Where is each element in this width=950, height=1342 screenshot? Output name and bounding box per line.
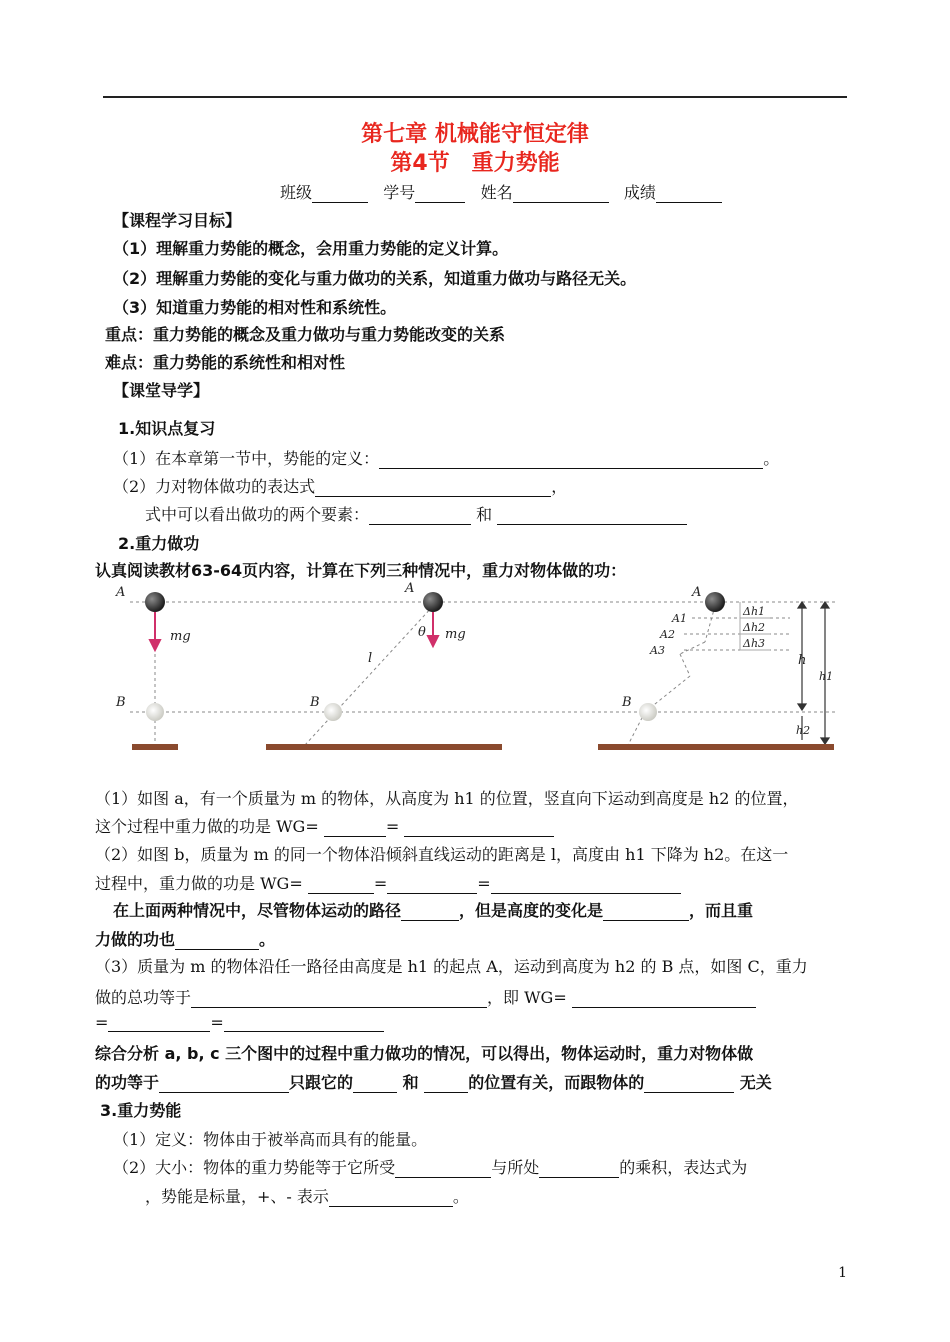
label-A1: A1 [672, 612, 687, 625]
review-q1-end: 。 [763, 449, 780, 468]
student-info-row [280, 180, 722, 203]
summary-work-blank[interactable] [175, 933, 259, 950]
gravity-work-figure [100, 580, 840, 760]
work-factor-1-blank[interactable] [369, 508, 471, 525]
class-label: 班级 [280, 183, 313, 202]
summary-1-a: 在上面两种情况中，尽管物体运动的路径 [113, 901, 402, 920]
case-a-eq: = [385, 817, 400, 836]
case-b-line1: （2）如图 b，质量为 m 的同一个物体沿倾斜直线运动的距离是 l，高度由 h1 下降为 h2。在这一 [95, 845, 789, 864]
label-A-b: A [405, 581, 415, 596]
label-l: l [368, 651, 373, 666]
summary-1-d: 力做的功也 [95, 930, 176, 949]
label-B-b: B [310, 695, 320, 710]
case-b-blank-2[interactable] [387, 877, 477, 894]
difficulty: 难点：重力势能的系统性和相对性 [105, 353, 346, 372]
label-dh2: Δh2 [743, 621, 766, 634]
case-c-line3 [95, 1013, 384, 1032]
case-c-total-work-blank[interactable] [191, 991, 487, 1008]
case-c-line2 [95, 985, 756, 1008]
review-q2-end: ， [551, 477, 568, 496]
guide-heading: 【课堂导学】 [113, 381, 210, 400]
class-blank[interactable] [312, 186, 368, 203]
section-title: 第4节 重力势能 [390, 151, 560, 176]
page-number: 1 [838, 1265, 847, 1281]
case-c-eq-1: = [95, 1013, 109, 1032]
id-blank[interactable] [415, 186, 465, 203]
summary-1-c: ，而且重 [689, 901, 754, 920]
work-factor-2-blank[interactable] [497, 508, 687, 525]
case-a-line2 [95, 814, 554, 837]
case-b-eq-2: = [477, 874, 491, 893]
ball-b-top [423, 592, 443, 612]
label-mg-a: mg [170, 629, 191, 644]
case-b-blank-1[interactable] [308, 877, 374, 894]
objective-2: （2）理解重力势能的变化与重力做功的关系，知道重力做功与路径无关。 [113, 269, 637, 288]
review-q3-and: 和 [476, 505, 493, 524]
name-label: 姓名 [480, 183, 513, 202]
case-a-blank-2[interactable] [404, 820, 554, 837]
summary-1-e: 。 [259, 930, 276, 949]
potential-size-d: ，势能是标量，+、- 表示 [145, 1187, 329, 1206]
potential-size-line1 [113, 1155, 747, 1178]
case-a-line2-text: 这个过程中重力做的功是 WG= [95, 817, 319, 836]
label-h: h [798, 653, 807, 668]
conclusion-line2 [95, 1070, 772, 1093]
summary-height-blank[interactable] [603, 904, 689, 921]
ball-c-bottom [639, 703, 657, 721]
gravity-work-title: 2.重力做功 [118, 534, 200, 553]
label-A2: A2 [660, 628, 675, 641]
case-c-eq-2: = [210, 1013, 224, 1032]
conclusion-blank-2[interactable] [353, 1076, 397, 1093]
objective-3: （3）知道重力势能的相对性和系统性。 [113, 298, 397, 317]
conclusion-blank-4[interactable] [644, 1076, 734, 1093]
review-q1 [113, 446, 779, 469]
review-q3 [145, 502, 687, 525]
label-A-a: A [116, 585, 126, 600]
potential-size-a: （2）大小：物体的重力势能等于它所受 [113, 1158, 396, 1177]
summary-1-line2 [95, 927, 275, 950]
conclusion-b3: 和 [402, 1073, 419, 1092]
case-b-blank-3[interactable] [491, 877, 681, 894]
summary-1-b: ，但是高度的变化是 [459, 901, 604, 920]
label-h2: h2 [796, 724, 811, 737]
potential-size-e: 。 [452, 1187, 469, 1206]
ball-c-top [705, 592, 725, 612]
summary-path-blank[interactable] [401, 904, 459, 921]
ball-a-bottom [146, 703, 164, 721]
label-A3: A3 [650, 644, 665, 657]
header-rule [103, 96, 847, 98]
potential-definition-blank[interactable] [379, 452, 763, 469]
objective-1: （1）理解重力势能的概念，会用重力势能的定义计算。 [113, 239, 509, 258]
label-B-a: B [116, 695, 126, 710]
review-q2-text: （2）力对物体做功的表达式 [113, 477, 316, 496]
label-h1: h1 [819, 670, 834, 683]
potential-force-blank[interactable] [395, 1161, 491, 1178]
potential-size-c: 的乘积，表达式为 [619, 1158, 748, 1177]
key-point: 重点：重力势能的概念及重力做功与重力势能改变的关系 [105, 325, 506, 344]
case-b-eq-1: = [373, 874, 388, 893]
gravity-work-instruction: 认真阅读教材63-64页内容，计算在下列三种情况中，重力对物体做的功： [95, 561, 627, 580]
conclusion-b5: 无关 [739, 1073, 772, 1092]
conclusion-line1: 综合分析 a, b, c 三个图中的过程中重力做功的情况，可以得出，物体运动时，重力对物体做 [95, 1044, 754, 1063]
name-blank[interactable] [513, 186, 609, 203]
review-q1-text: （1）在本章第一节中，势能的定义： [113, 449, 380, 468]
ground-bars [132, 744, 834, 750]
score-blank[interactable] [656, 186, 722, 203]
conclusion-b1: 的功等于 [95, 1073, 160, 1092]
case-c-blank-3[interactable] [224, 1015, 384, 1032]
label-dh1: Δh1 [743, 605, 766, 618]
label-dh3: Δh3 [743, 637, 766, 650]
label-theta: θ [418, 625, 426, 640]
objectives-heading: 【课程学习目标】 [113, 211, 242, 230]
potential-title: 3.重力势能 [100, 1101, 182, 1120]
conclusion-b4: 的位置有关，而跟物体的 [468, 1073, 645, 1092]
ball-b-bottom [324, 703, 342, 721]
case-b-line2-text: 过程中，重力做的功是 WG= [95, 874, 303, 893]
potential-size-b: 与所处 [491, 1158, 540, 1177]
score-label: 成绩 [623, 183, 656, 202]
id-label: 学号 [383, 183, 416, 202]
potential-sign-blank[interactable] [329, 1190, 453, 1207]
review-q3-text: 式中可以看出做功的两个要素： [145, 505, 370, 524]
conclusion-blank-1[interactable] [159, 1076, 289, 1093]
label-B-c: B [622, 695, 632, 710]
chapter-title: 第七章 机械能守恒定律 [361, 122, 589, 147]
work-expression-blank[interactable] [315, 480, 551, 497]
review-q2 [113, 474, 567, 497]
case-a-line1: （1）如图 a，有一个质量为 m 的物体，从高度为 h1 的位置，竖直向下运动到高度是 h2 的位置， [95, 789, 799, 808]
case-c-line1: （3）质量为 m 的物体沿任一路径由高度是 h1 的起点 A，运动到高度为 h2 的 B 点，如图 C，重力 [95, 957, 808, 976]
case-c-blank-1[interactable] [572, 991, 756, 1008]
review-title: 1.知识点复习 [118, 419, 216, 438]
ball-a-top [145, 592, 165, 612]
potential-size-line2 [145, 1184, 469, 1207]
label-mg-b: mg [445, 627, 466, 642]
label-A-c: A [692, 585, 702, 600]
conclusion-blank-3[interactable] [424, 1076, 468, 1093]
conclusion-b2: 只跟它的 [289, 1073, 354, 1092]
case-c-blank-2[interactable] [108, 1015, 210, 1032]
potential-definition: （1）定义：物体由于被举高而具有的能量。 [113, 1130, 428, 1149]
summary-1-line1 [113, 898, 753, 921]
case-c-line2-text: 做的总功等于 [95, 988, 192, 1007]
case-c-line2b: ，即 WG= [487, 988, 567, 1007]
case-a-blank-1[interactable] [324, 820, 386, 837]
case-b-line2 [95, 871, 681, 894]
potential-height-blank[interactable] [539, 1161, 619, 1178]
